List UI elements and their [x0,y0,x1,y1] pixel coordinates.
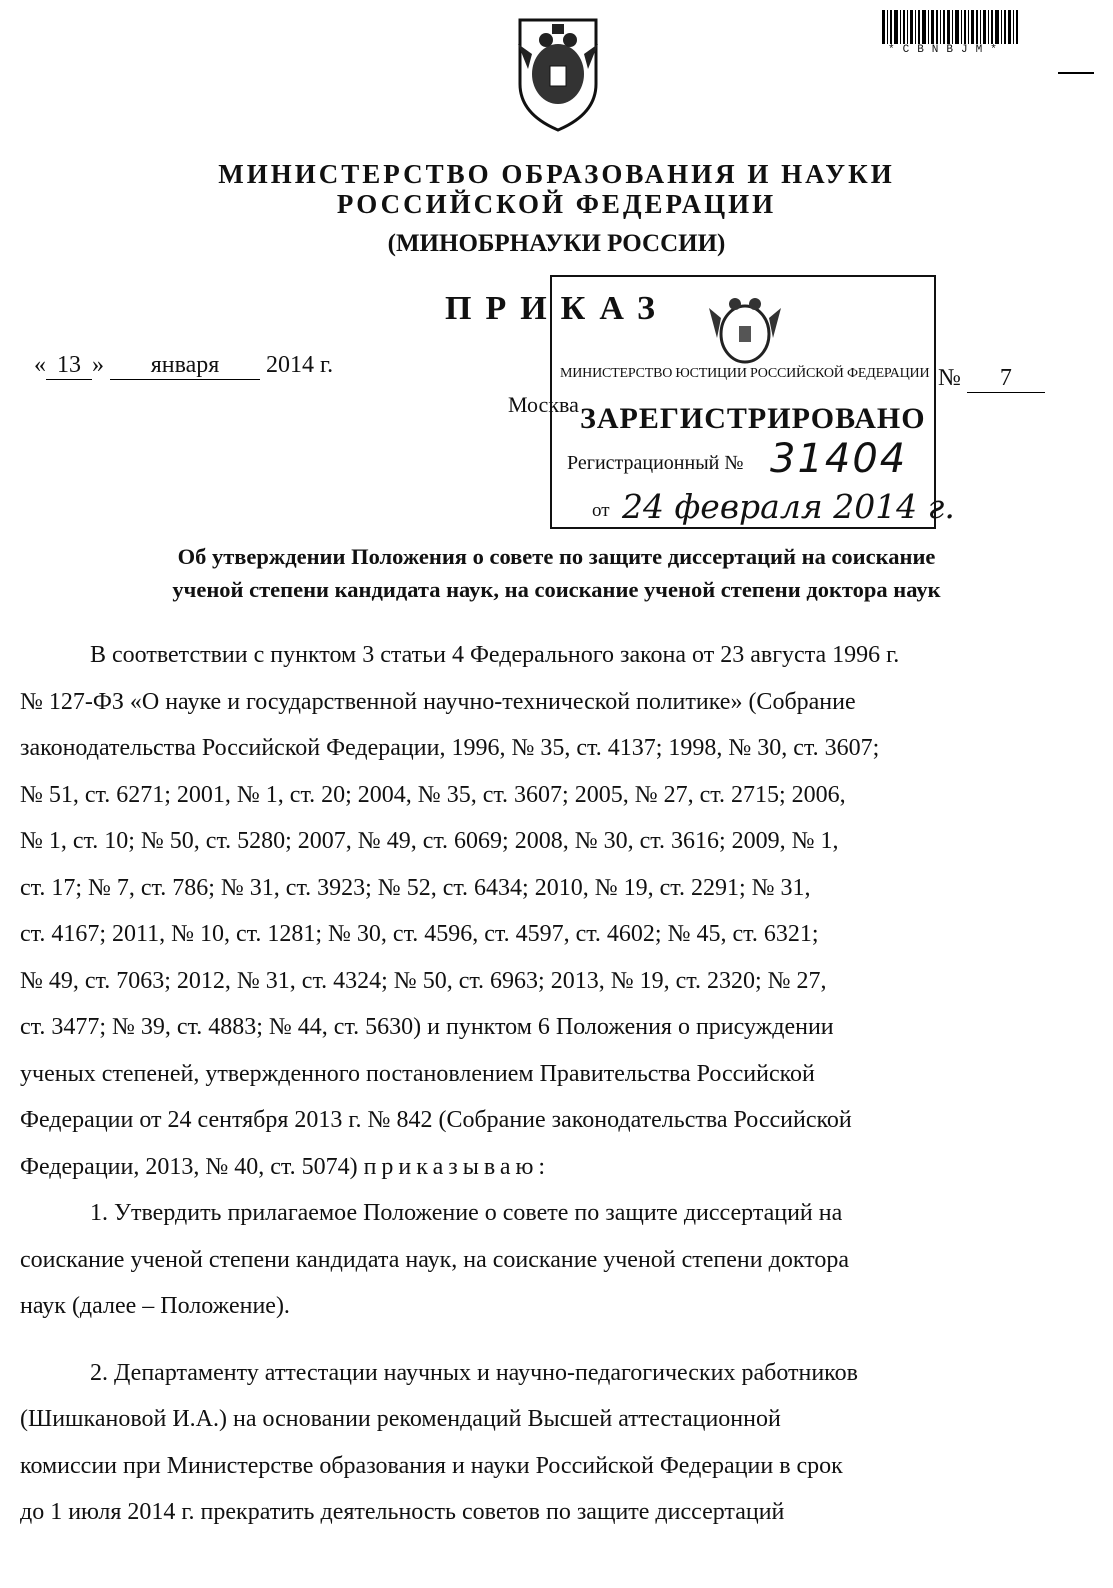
barcode-code: *CBNBJM* [888,44,1005,56]
city: Москва [508,392,579,417]
item1-line: 1. Утвердить прилагаемое Положение о совете по защите диссертаций на [90,1200,843,1226]
body-line: ученых степеней, утвержденного постановлением Правительства Российской [20,1060,815,1087]
stamp-reg-number: 31404 [770,436,908,482]
ministry-name-line1: МИНИСТЕРСТВО ОБРАЗОВАНИЯ И НАУКИ [218,159,895,189]
body-line: № 127-ФЗ «О науке и государственной научно-технической политике» (Собрание [20,688,856,715]
item2-line: 2. Департаменту аттестации научных и научно-педагогических работников [90,1359,858,1386]
stamp-date: 24 февраля 2014 г. [622,487,955,526]
corner-mark [1058,72,1094,74]
item1-line: соискание ученой степени кандидата наук, на соискание ученой степени доктора [20,1246,849,1273]
ministry-abbreviation: (МИНОБРНАУКИ РОССИИ) [387,230,726,257]
order-number [938,365,1045,393]
body-line: № 1, ст. 10; № 50, ст. 5280; 2007, № 49, ст. 6069; 2008, № 30, ст. 3616; 2009, № 1, [20,828,839,854]
item2-line: до 1 июля 2014 г. прекратить деятельность советов по защите диссертаций [20,1499,785,1525]
body-line: законодательства Российской Федерации, 1996, № 35, ст. 4137; 1998, № 30, ст. 3607; [20,735,880,761]
document-type: ПРИКАЗ [445,290,669,327]
coat-of-arms-emblem [510,14,606,134]
item2-line: (Шишкановой И.А.) на основании рекомендаций Высшей аттестационной [20,1406,781,1432]
order-date: « 13 » января 2014 г. [34,352,334,378]
title-line1: Об утверждении Положения о совете по защите диссертаций на соискание [177,544,936,569]
order-word: приказываю: [363,1153,551,1180]
body-line: ст. 3477; № 39, ст. 4883; № 44, ст. 5630) и пунктом 6 Положения о присуждении [20,1014,834,1040]
stamp-ministry: МИНИСТЕРСТВО ЮСТИЦИИ РОССИЙСКОЙ ФЕДЕРАЦИИ [560,366,930,381]
date-month: января [110,352,260,380]
intro-last: Федерации, 2013, № 40, ст. 5074) [20,1153,358,1180]
ministry-name-line2: РОССИЙСКОЙ ФЕДЕРАЦИИ [336,189,777,219]
stamp-reg-label: Регистрационный № [567,452,744,474]
body-line: Федерации от 24 сентября 2013 г. № 842 (Собрание законодательства Российской [20,1107,852,1133]
body-line: ст. 17; № 7, ст. 786; № 31, ст. 3923; № 52, ст. 6434; 2010, № 19, ст. 2291; № 31, [20,874,811,901]
stamp-eagle-icon [705,288,785,370]
stamp-date-label: от [592,500,610,521]
date-year: 2014 г. [266,352,334,378]
body-line: В соответствии с пунктом 3 статьи 4 Федерального закона от 23 августа 1996 г. [90,642,900,668]
item2-line: комиссии при Министерстве образования и науки Российской Федерации в срок [20,1452,843,1479]
number-value: 7 [967,365,1045,393]
item1-line: наук (далее – Положение). [20,1293,290,1319]
order-title [0,540,1113,606]
body-line: № 49, ст. 7063; 2012, № 31, ст. 4324; № 50, ст. 6963; 2013, № 19, ст. 2320; № 27, [20,967,827,994]
body-text [20,632,1060,1536]
number-label: № [938,365,961,391]
date-day: 13 [46,352,92,380]
body-line [20,1144,1060,1191]
body-line: ст. 4167; 2011, № 10, ст. 1281; № 30, ст. 4596, ст. 4597, ст. 4602; № 45, ст. 6321; [20,921,819,947]
stamp-status: ЗАРЕГИСТРИРОВАНО [580,402,926,435]
title-line2: ученой степени кандидата наук, на соискание ученой степени доктора наук [172,577,941,602]
barcode [882,10,1052,44]
body-line: № 51, ст. 6271; 2001, № 1, ст. 20; 2004, № 35, ст. 3607; 2005, № 27, ст. 2715; 2006, [20,781,846,808]
